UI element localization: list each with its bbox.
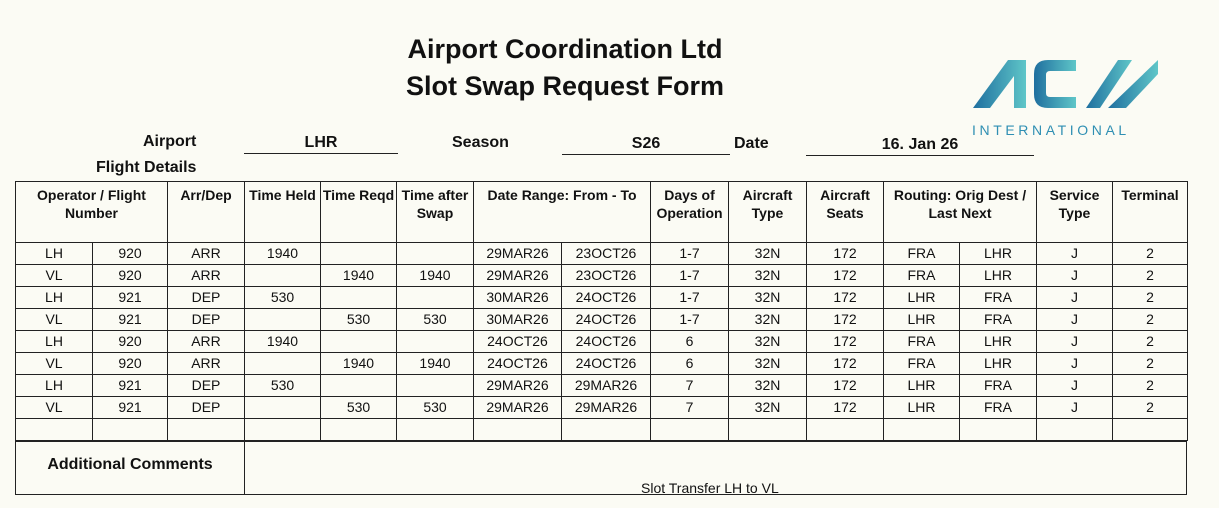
cell-from: 30MAR26	[474, 287, 562, 309]
cell-type: 32N	[729, 331, 807, 353]
cell-flight: 920	[93, 243, 168, 265]
table-header-row	[16, 182, 1188, 243]
cell-arrdep: ARR	[168, 331, 245, 353]
cell-after: 530	[397, 309, 474, 331]
cell-seats: 172	[807, 353, 884, 375]
table-row	[16, 375, 1188, 397]
cell-type: 32N	[729, 375, 807, 397]
cell-days: 7	[651, 397, 729, 419]
cell-to: 23OCT26	[562, 243, 651, 265]
cell-type: 32N	[729, 287, 807, 309]
cell-dest: FRA	[960, 375, 1037, 397]
header-operator-flight: Operator / Flight Number	[16, 182, 168, 243]
cell-reqd	[321, 331, 397, 353]
cell-days: 6	[651, 331, 729, 353]
table-row	[16, 397, 1188, 419]
cell-after	[397, 287, 474, 309]
cell-days: 1-7	[651, 309, 729, 331]
cell-from: 29MAR26	[474, 397, 562, 419]
cell-reqd: 530	[321, 309, 397, 331]
cell-flight: 920	[93, 265, 168, 287]
logo-international-text: INTERNATIONAL	[972, 122, 1130, 138]
cell-arrdep: ARR	[168, 243, 245, 265]
cell-flight: 920	[93, 331, 168, 353]
table-row	[16, 309, 1188, 331]
cell-seats: 172	[807, 331, 884, 353]
cell-from: 29MAR26	[474, 375, 562, 397]
cell-term: 2	[1113, 397, 1188, 419]
cell-svc: J	[1037, 243, 1113, 265]
cell-to	[562, 419, 651, 441]
cell-term: 2	[1113, 353, 1188, 375]
cell-term: 2	[1113, 309, 1188, 331]
cell-svc: J	[1037, 309, 1113, 331]
cell-after	[397, 375, 474, 397]
cell-from	[474, 419, 562, 441]
cell-seats: 172	[807, 243, 884, 265]
cell-reqd	[321, 375, 397, 397]
flight-details-table	[15, 181, 1188, 441]
cell-seats: 172	[807, 287, 884, 309]
cell-type	[729, 419, 807, 441]
cell-dest: LHR	[960, 331, 1037, 353]
cell-svc: J	[1037, 375, 1113, 397]
cell-after	[397, 243, 474, 265]
cell-from: 29MAR26	[474, 265, 562, 287]
cell-dest	[960, 419, 1037, 441]
cell-flight: 921	[93, 375, 168, 397]
table-row	[16, 265, 1188, 287]
form-subtitle: Slot Swap Request Form	[405, 71, 725, 101]
cell-svc: J	[1037, 331, 1113, 353]
season-value: S26	[562, 135, 730, 155]
cell-reqd: 1940	[321, 353, 397, 375]
cell-op: VL	[16, 397, 93, 419]
cell-held	[245, 419, 321, 441]
cell-op: LH	[16, 243, 93, 265]
header-routing: Routing: Orig Dest / Last Next	[884, 182, 1037, 243]
cell-from: 24OCT26	[474, 331, 562, 353]
cell-op	[16, 419, 93, 441]
cell-flight: 920	[93, 353, 168, 375]
cell-after: 1940	[397, 265, 474, 287]
cell-days: 1-7	[651, 287, 729, 309]
cell-arrdep	[168, 419, 245, 441]
cell-seats	[807, 419, 884, 441]
header-service-type: Service Type	[1037, 182, 1113, 243]
cell-held: 530	[245, 375, 321, 397]
cell-type: 32N	[729, 243, 807, 265]
header-terminal: Terminal	[1113, 182, 1188, 243]
cell-arrdep: DEP	[168, 375, 245, 397]
cell-dest: FRA	[960, 287, 1037, 309]
cell-op: VL	[16, 353, 93, 375]
cell-dest: LHR	[960, 265, 1037, 287]
header-arr-dep: Arr/Dep	[168, 182, 245, 243]
cell-term: 2	[1113, 375, 1188, 397]
cell-held	[245, 309, 321, 331]
flight-details-label: Flight Details	[96, 159, 197, 176]
cell-held: 1940	[245, 331, 321, 353]
header-time-after-swap: Time after Swap	[397, 182, 474, 243]
cell-days	[651, 419, 729, 441]
cell-seats: 172	[807, 397, 884, 419]
cell-term: 2	[1113, 331, 1188, 353]
cell-to: 29MAR26	[562, 375, 651, 397]
cell-arrdep: DEP	[168, 397, 245, 419]
cell-term: 2	[1113, 287, 1188, 309]
airport-value: LHR	[244, 134, 398, 154]
cell-to: 24OCT26	[562, 309, 651, 331]
additional-comments-label: Additional Comments	[16, 442, 245, 494]
cell-orig: FRA	[884, 331, 960, 353]
cell-svc: J	[1037, 287, 1113, 309]
cell-op: LH	[16, 331, 93, 353]
cell-from: 29MAR26	[474, 243, 562, 265]
cell-svc: J	[1037, 265, 1113, 287]
cell-term: 2	[1113, 243, 1188, 265]
cell-to: 24OCT26	[562, 331, 651, 353]
cell-seats: 172	[807, 309, 884, 331]
form-title: Airport Coordination Ltd	[407, 34, 723, 64]
season-label: Season	[452, 134, 509, 151]
additional-comments-text: Slot Transfer LH to VL	[641, 480, 779, 496]
header-aircraft-seats: Aircraft Seats	[807, 182, 884, 243]
cell-type: 32N	[729, 265, 807, 287]
table-row	[16, 243, 1188, 265]
cell-held: 1940	[245, 243, 321, 265]
header-date-range: Date Range: From - To	[474, 182, 651, 243]
cell-type: 32N	[729, 397, 807, 419]
cell-orig: LHR	[884, 375, 960, 397]
cell-reqd	[321, 243, 397, 265]
additional-comments-box	[15, 441, 1187, 495]
cell-to: 24OCT26	[562, 353, 651, 375]
cell-svc: J	[1037, 397, 1113, 419]
header-aircraft-type: Aircraft Type	[729, 182, 807, 243]
table-row	[16, 331, 1188, 353]
cell-after	[397, 331, 474, 353]
date-label: Date	[734, 135, 769, 152]
cell-orig: FRA	[884, 353, 960, 375]
cell-arrdep: DEP	[168, 287, 245, 309]
cell-reqd	[321, 287, 397, 309]
cell-reqd: 1940	[321, 265, 397, 287]
cell-after: 1940	[397, 353, 474, 375]
cell-orig: LHR	[884, 397, 960, 419]
cell-type: 32N	[729, 353, 807, 375]
cell-days: 7	[651, 375, 729, 397]
cell-flight: 921	[93, 287, 168, 309]
airport-label: Airport	[143, 133, 197, 150]
cell-from: 30MAR26	[474, 309, 562, 331]
cell-to: 24OCT26	[562, 287, 651, 309]
header-days-of-operation: Days of Operation	[651, 182, 729, 243]
cell-svc	[1037, 419, 1113, 441]
cell-arrdep: DEP	[168, 309, 245, 331]
table-row	[16, 353, 1188, 375]
cell-arrdep: ARR	[168, 353, 245, 375]
cell-to: 23OCT26	[562, 265, 651, 287]
cell-arrdep: ARR	[168, 265, 245, 287]
cell-orig: LHR	[884, 309, 960, 331]
cell-held: 530	[245, 287, 321, 309]
cell-held	[245, 265, 321, 287]
cell-term	[1113, 419, 1188, 441]
cell-dest: FRA	[960, 309, 1037, 331]
cell-svc: J	[1037, 353, 1113, 375]
cell-op: LH	[16, 287, 93, 309]
table-row	[16, 287, 1188, 309]
cell-dest: LHR	[960, 243, 1037, 265]
header-time-reqd: Time Reqd	[321, 182, 397, 243]
cell-term: 2	[1113, 265, 1188, 287]
cell-after	[397, 419, 474, 441]
cell-flight	[93, 419, 168, 441]
cell-held	[245, 397, 321, 419]
cell-orig: LHR	[884, 287, 960, 309]
cell-flight: 921	[93, 397, 168, 419]
cell-flight: 921	[93, 309, 168, 331]
cell-days: 1-7	[651, 265, 729, 287]
cell-dest: FRA	[960, 397, 1037, 419]
cell-from: 24OCT26	[474, 353, 562, 375]
cell-seats: 172	[807, 375, 884, 397]
cell-type: 32N	[729, 309, 807, 331]
cell-orig: FRA	[884, 265, 960, 287]
cell-op: LH	[16, 375, 93, 397]
cell-reqd: 530	[321, 397, 397, 419]
cell-held	[245, 353, 321, 375]
cell-days: 1-7	[651, 243, 729, 265]
cell-orig	[884, 419, 960, 441]
header-time-held: Time Held	[245, 182, 321, 243]
table-row	[16, 419, 1188, 441]
cell-after: 530	[397, 397, 474, 419]
cell-dest: LHR	[960, 353, 1037, 375]
cell-orig: FRA	[884, 243, 960, 265]
cell-op: VL	[16, 265, 93, 287]
cell-to: 29MAR26	[562, 397, 651, 419]
cell-days: 6	[651, 353, 729, 375]
cell-seats: 172	[807, 265, 884, 287]
date-value: 16. Jan 26	[806, 136, 1034, 156]
cell-op: VL	[16, 309, 93, 331]
cell-reqd	[321, 419, 397, 441]
